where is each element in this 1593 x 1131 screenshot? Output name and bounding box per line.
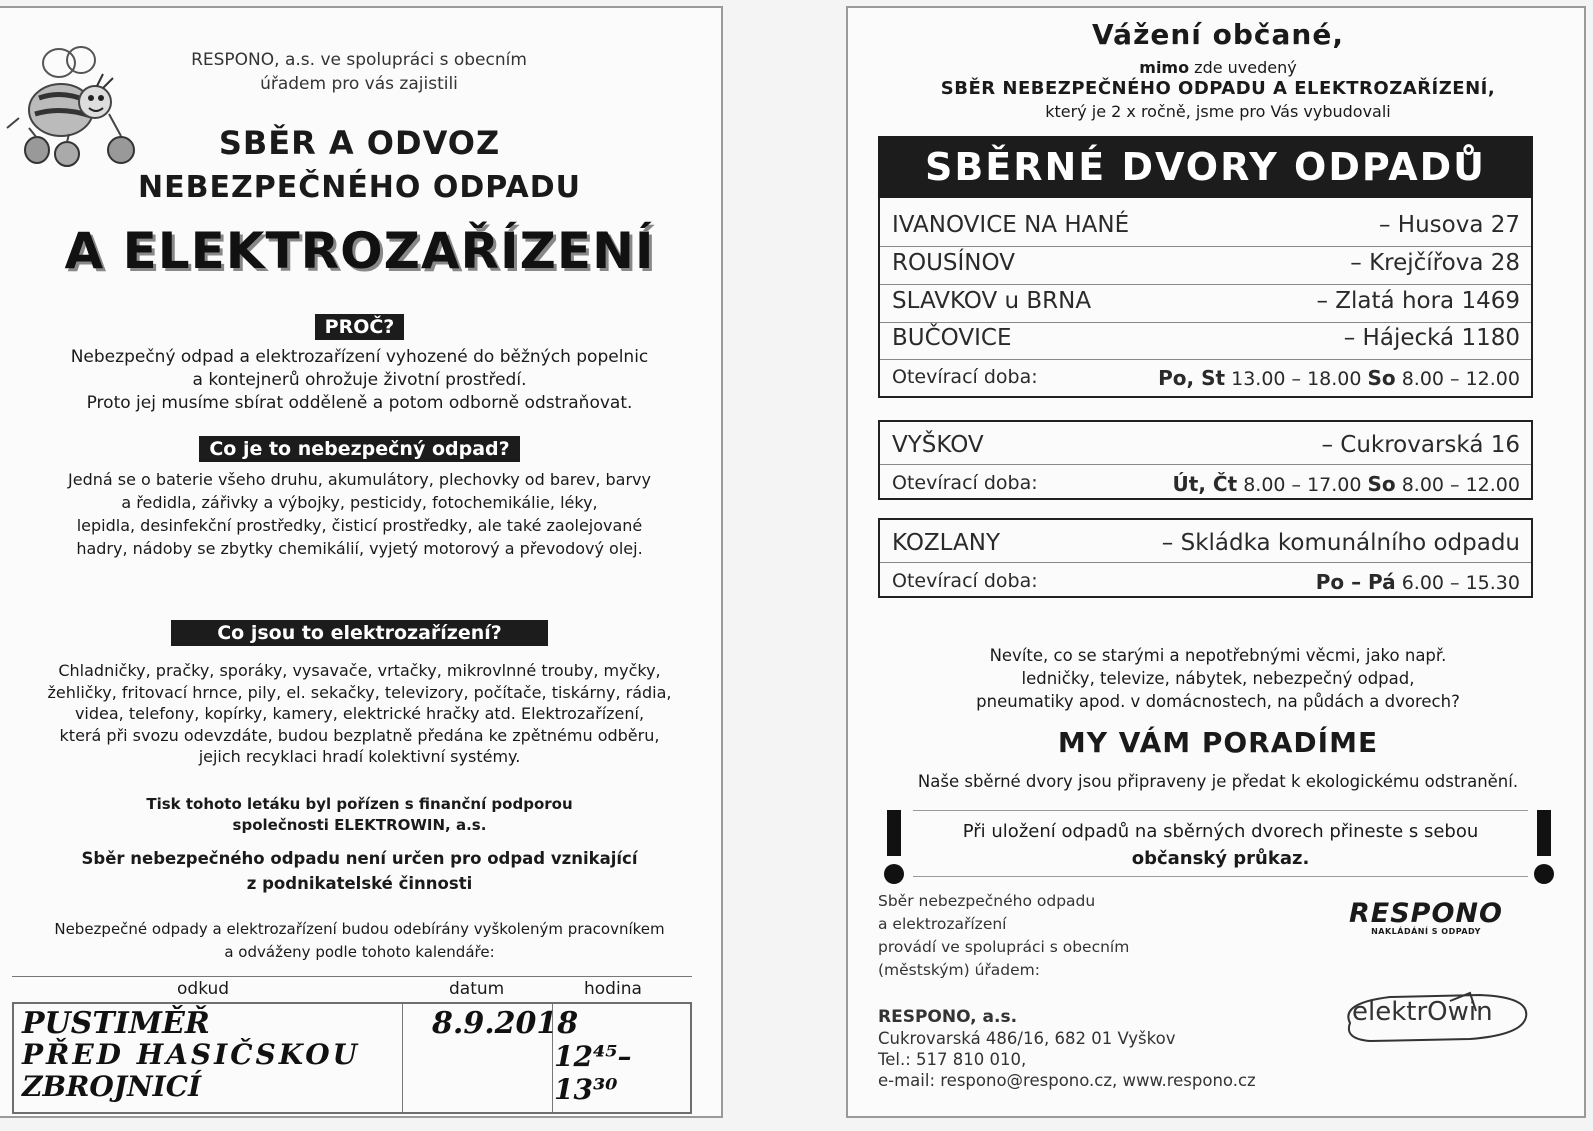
advise-heading: MY VÁM PORADÍME	[1057, 726, 1379, 759]
respono-logo: RESPONO NAKLÁDÁNÍ S ODPADY	[1349, 898, 1503, 936]
yard-row: SLAVKOV u BRNA – Zlatá hora 1469	[892, 288, 1520, 314]
exclamation-icon	[883, 810, 905, 884]
organizer-text: Sběr nebezpečného odpadu a elektrozařízení provádí ve spolupráci s obecním (městským) úřadem:	[878, 892, 1130, 979]
handwritten-place-line-2: PŘED HASIČSKOU	[22, 1038, 361, 1071]
yard-row: KOZLANY – Skládka komunálního odpadu	[892, 530, 1520, 556]
yard-row: VYŠKOV – Cukrovarská 16	[892, 432, 1520, 458]
question-text: Nevíte, co se starými a nepotřebnými věcmi, jako např. ledničky, televize, nábytek, nebezpečný odpad, pneumatiky apod. v domácnostech, na půdách a dvorech?	[976, 646, 1460, 711]
handwritten-date: 8.9.2018	[432, 1006, 579, 1041]
print-sponsor-note: Tisk tohoto letáku byl pořízen s finanční podporou společnosti ELEKTROWIN, a.s.	[146, 795, 573, 834]
company-address: RESPONO, a.s. Cukrovarská 486/16, 682 01 Vyškov Tel.: 517 810 010, e-mail: respono@respono.cz, www.respono.cz	[878, 1007, 1256, 1090]
intro-line-4: který je 2 x ročně, jsme pro Vás vybudovali	[1045, 102, 1391, 121]
title-line-1: SBĚR A ODVOZ	[218, 124, 501, 162]
title-line-2: NEBEZPEČNÉHO ODPADU	[138, 170, 581, 205]
yards-group-1: IVANOVICE NA HANÉ – Husova 27 ROUSÍNOV – Krejčířova 28 SLAVKOV u BRNA – Zlatá hora 1469 BUČOVICE – Hájecká 1180 Otevírací doba: Po, St 13.00 – 18.00 So 8.00 – 12.00	[878, 198, 1533, 398]
business-waste-note: Sběr nebezpečného odpadu není určen pro odpad vznikající z podnikatelské činnosti	[81, 849, 638, 893]
exclamation-icon	[1533, 810, 1555, 884]
hazardous-waste-text: Jedná se o baterie všeho druhu, akumulátory, plechovky od barev, barvy a ředidla, zářivky a výbojky, pesticidy, fotochemikálie, léky, lepidla, desinfekční prostředky, čisticí prostředky, ale také zaolejované hadry, nádoby se zbytky chemikálií, vyjetý motorový a převodový olej.	[68, 470, 651, 558]
collection-yards-banner: SBĚRNÉ DVORY ODPADŮ	[878, 136, 1533, 198]
electronics-text: Chladničky, pračky, sporáky, vysavače, vrtačky, mikrovlnné trouby, myčky, žehličky, fritovací hrnce, pily, el. sekačky, televizory, počítače, tiskárny, rádia, videa, telefony, kopírky, kamery, elektrické hračky atd. Elektrozařízení, která při svozu odevzdáte, budou bezplatně předána ke zpětnému odběru, jejich recyklaci hradí kolektivní systémy.	[47, 661, 672, 766]
electronics-heading: Co jsou to elektrozařízení?	[0, 620, 725, 646]
left-leaflet-panel	[0, 6, 723, 1118]
yard-row: BUČOVICE – Hájecká 1180	[892, 325, 1520, 351]
yards-group-3: KOZLANY – Skládka komunálního odpadu Otevírací doba: Po – Pá 6.00 – 15.30	[878, 518, 1533, 598]
greeting: Vážení občané,	[1092, 18, 1344, 51]
calendar-header	[12, 976, 692, 1002]
title-line-3: A ELEKTROZAŘÍZENÍ	[64, 222, 655, 280]
hazardous-waste-heading: Co je to nebezpečný odpad?	[0, 436, 725, 462]
intro-line-3: SBĚR NEBEZPEČNÉHO ODPADU A ELEKTROZAŘÍZENÍ,	[940, 78, 1496, 99]
header-from: odkud	[177, 979, 230, 999]
why-heading: PROČ?	[0, 314, 725, 340]
handwritten-place-line-3: ZBROJNICÍ	[22, 1070, 202, 1103]
yard-row: IVANOVICE NA HANÉ – Husova 27	[892, 212, 1520, 238]
header-date: datum	[449, 979, 505, 999]
right-leaflet-panel	[846, 6, 1586, 1118]
intro-line-2: mimo zde uvedený	[1139, 58, 1297, 77]
intro-text: RESPONO, a.s. ve spolupráci s obecním úřadem pro vás zajistili	[191, 50, 527, 94]
ready-text: Naše sběrné dvory jsou připraveny je předat k ekologickému odstranění.	[917, 772, 1519, 791]
calendar-intro: Nebezpečné odpady a elektrozařízení budou odebírány vyškoleným pracovníkem a odváženy podle tohoto kalendáře:	[54, 920, 665, 961]
why-text: Nebezpečný odpad a elektrozařízení vyhozené do běžných popelnic a kontejnerů ohrožuje životní prostředí. Proto jej musíme sbírat odděleně a potom odborně odstraňovat.	[70, 347, 649, 413]
yard-row: ROUSÍNOV – Krejčířova 28	[892, 250, 1520, 276]
id-card-warning: Při uložení odpadů na sběrných dvorech přineste s sebou občanský průkaz.	[883, 804, 1558, 882]
yards-group-2: VYŠKOV – Cukrovarská 16 Otevírací doba: Út, Čt 8.00 – 17.00 So 8.00 – 12.00	[878, 420, 1533, 500]
elektrowin-logo: elektrOwin	[1330, 983, 1540, 1053]
calendar-table	[12, 1002, 692, 1114]
handwritten-place-line-1: PUSTIMĚŘ	[22, 1006, 210, 1041]
handwritten-time: 12⁴⁵–13³⁰	[554, 1040, 632, 1106]
header-hour: hodina	[584, 979, 642, 999]
